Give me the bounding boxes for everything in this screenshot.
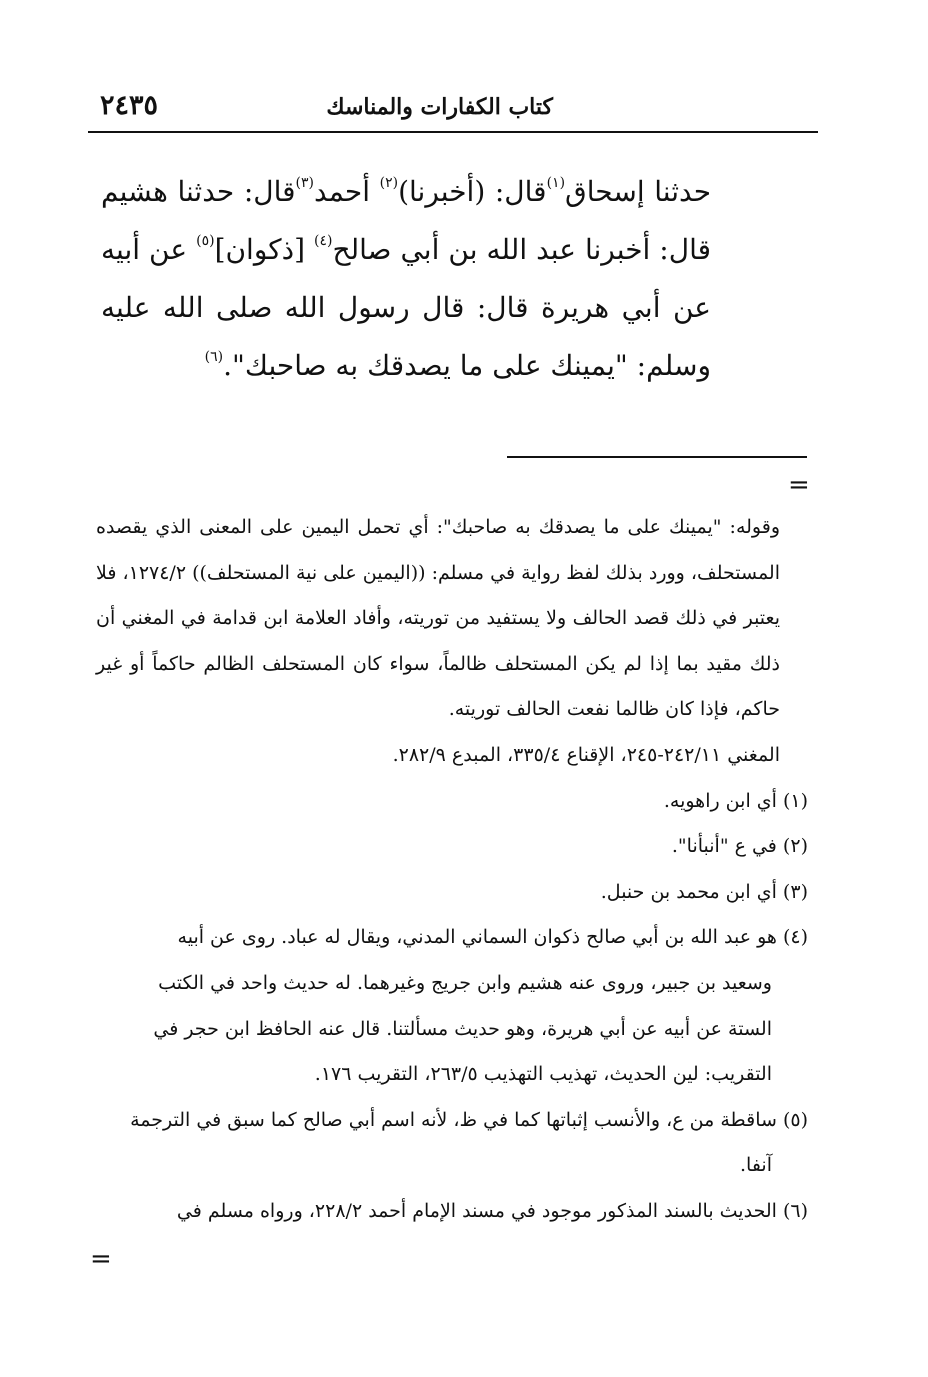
footnote-separator (507, 456, 807, 458)
footnote-item (96, 824, 808, 870)
hadith-paragraph (101, 163, 711, 395)
hadith-text (101, 163, 711, 395)
footnote-commentary: وقوله: "يمينك على ما يصدقك به صاحبك": أي تحمل اليمين على المعنى الذي يقصده المستحلف، وورد بذلك لفظ رواية في مسلم: ((اليمين على نية المستحلف)) ١٢٧٤/٢، فلا يعتبر في ذلك قصد الحالف ولا يستفيد من توريته، وأفاد العلامة ابن قدامة في المغني أن ذلك مقيد بما إذا لم يكن المستحلف ظالماً، سواء كان المستحلف الظالم حاكماً أو غير حاكم، فإذا كان ظالما نفعت الحالف توريته. (96, 516, 780, 721)
footnote-item (96, 870, 808, 916)
header-rule (88, 131, 818, 133)
footnote-line: الستة عن أبيه عن أبي هريرة، وهو حديث مسألتنا. قال عنه الحافظ ابن حجر في (153, 1017, 772, 1040)
footnote-item (96, 779, 808, 825)
footnote-ref[interactable]: (٢) (379, 175, 399, 191)
footnote-line: (٥) ساقطة من ع، والأنسب إثباتها كما في ظ، لأنه اسم أبي صالح كما سبق في الترجمة (130, 1108, 808, 1131)
text-segment: قال: (أخبرنا) (398, 175, 547, 208)
continuation-mark-top: = (788, 470, 810, 500)
footnote-sources: المغني ٢٤٢/١١-٢٤٥، الإقناع ٣٣٥/٤، المبدع ٢٨٢/٩. (392, 743, 780, 766)
footnote-line: (٤) هو عبد الله بن أبي صالح ذكوان السماني المدني، ويقال له عباد. روى عن أبيه (177, 926, 808, 949)
text-segment: [ذكوان] (214, 233, 315, 266)
text-segment: قال: حدثنا هشيم قال: أخبرنا عبد الله بن أبي صالح (101, 175, 712, 266)
footnote-line: التقريب: لين الحديث، تهذيب التهذيب ٢٦٣/٥، التقريب ١٧٦. (314, 1063, 772, 1086)
text-segment: عن أبيه عن أبي هريرة قال: قال رسول الله صلى الله عليه وسلم: "يمينك على ما يصدقك به صاحبك". (101, 233, 711, 382)
footnotes (96, 505, 808, 1235)
footnote-item (96, 915, 808, 1097)
footnote-line: (١) أي ابن راهويه. (663, 789, 808, 812)
page-number: ٢٤٣٥ (100, 90, 159, 121)
footnote-line: وسعيد بن جبير، وروى عنه هشيم وابن جريج وغيرهما. له حديث واحد في الكتب (158, 971, 772, 994)
footnote-line: (٢) في ع "أنبأنا". (671, 835, 808, 858)
footnote-item (96, 1189, 808, 1235)
footnote-line: آنفا. (739, 1154, 772, 1177)
running-title: كتاب الكفارات والمناسك (326, 94, 553, 120)
footnote-ref[interactable]: (١) (546, 175, 566, 191)
footnote-ref[interactable]: (٣) (295, 175, 315, 191)
page-header (88, 86, 818, 132)
text-segment: حدثنا إسحاق (565, 175, 711, 208)
footnote-ref[interactable]: (٥) (196, 233, 215, 249)
footnote-ref[interactable]: (٤) (314, 233, 333, 249)
footnote-line: (٣) أي ابن محمد بن حنبل. (600, 880, 808, 903)
footnote-line: (٦) الحديث بالسند المذكور موجود في مسند الإمام أحمد ٢٢٨/٢، ورواه مسلم في (176, 1199, 808, 1222)
text-segment: أحمد (314, 175, 380, 208)
continuation-mark-bottom: = (90, 1244, 112, 1274)
footnote-item (96, 1098, 808, 1189)
footnote-list (96, 779, 808, 1235)
footnote-ref[interactable]: (٦) (204, 349, 224, 365)
